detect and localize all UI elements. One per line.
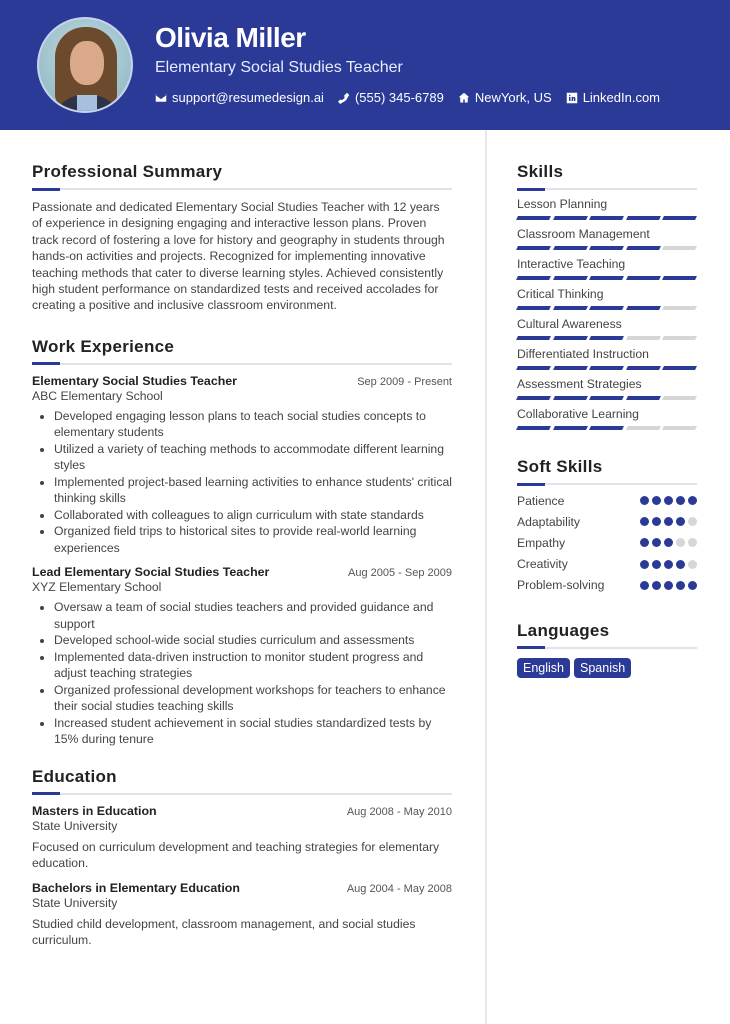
side-column [517,130,697,678]
rating-dot-icon [652,517,661,526]
rating-dot-icon [652,496,661,505]
level-segment [626,246,660,250]
level-segment [589,426,623,430]
education-description: Studied child development, classroom management, and social studies curriculum. [32,916,416,948]
section-heading: Education [32,766,117,786]
skill-item [517,227,697,250]
level-segment [516,426,550,430]
heading-rule [32,793,452,795]
level-segment [662,366,696,370]
degree-title: Masters in Education [32,803,157,818]
summary-text: Passionate and dedicated Elementary Social Studies Teacher with 12 years of experience in designing engaging and interactive lesson plans. Proven track record of fostering a love for history and geography in students through hands-on activities and projects. Recognized for implementing innovative teaching methods that cater to diverse learning styles. Achieved consistently high student performance on standardized tests and received accolades for creating a positive and inclusive classroom environment. [32,200,445,313]
soft-skill-label: Problem-solving [517,578,605,593]
level-segment [662,426,696,430]
home-icon [458,92,470,104]
language-badge: Spanish [574,658,631,678]
level-segment [626,276,660,280]
rating-dot-icon [664,517,673,526]
soft-skills-section [517,457,697,596]
job-bullets [32,408,452,557]
skill-item [517,197,697,220]
skill-level-bar [517,276,697,280]
rating-dot-icon [688,496,697,505]
envelope-icon [155,92,167,104]
soft-skill-item [517,532,697,553]
bullet-item: • Developed engaging lesson plans to teach social studies concepts to elementary students [54,408,452,441]
profile-photo [37,17,133,113]
skill-item [517,377,697,400]
experience-section [32,337,452,748]
resume-header [0,0,730,130]
rating-dot-icon [676,581,685,590]
education-dates: Aug 2008 - May 2010 [346,805,452,818]
job-title: Elementary Social Studies Teacher [32,373,237,388]
bullet-item: • Increased student achievement in social studies standardized tests by 15% during tenure [54,715,452,748]
heading-rule [517,647,697,649]
level-segment [553,396,587,400]
bullet-item: • Organized field trips to historical sites to provide real-world learning experiences [54,523,452,556]
rating-dot-icon [688,560,697,569]
linkedin-icon [566,92,578,104]
rating-dot-icon [664,496,673,505]
candidate-name: Olivia Miller [155,22,306,53]
section-heading: Professional Summary [32,162,223,181]
level-segment [553,306,587,310]
level-segment [626,426,660,430]
skill-level-bar [517,306,697,310]
soft-skill-label: Empathy [517,535,566,550]
bullet-item: • Utilized a variety of teaching methods to accommodate different learning styles [54,441,452,474]
bullet-item: • Implemented project-based learning activities to enhance students' critical thinking skills [54,474,452,507]
education-dates: Aug 2004 - May 2008 [346,882,452,895]
rating-dot-icon [652,538,661,547]
section-heading: Languages [517,620,610,640]
skill-level-bar [517,246,697,250]
level-segment [553,426,587,430]
rating-dot-icon [652,560,661,569]
rating-dot-icon [640,581,649,590]
skill-level-bar [517,216,697,220]
skill-label: Interactive Teaching [517,257,626,271]
section-heading: Skills [517,162,564,181]
rating-dot-icon [688,581,697,590]
bullet-item: • Collaborated with colleagues to align curriculum with state standards [54,507,452,524]
candidate-title: Elementary Social Studies Teacher [155,59,403,76]
skill-level-bar [517,396,697,400]
school-name: State University [32,895,118,910]
phone-icon [338,92,350,104]
rating-dots [640,581,697,590]
job-entry [32,374,452,557]
level-segment [589,276,623,280]
skill-label: Collaborative Learning [517,407,639,421]
job-dates: Aug 2005 - Sep 2009 [348,567,452,580]
bullet-item: • Organized professional development workshops for teachers to enhance their social studies teaching skills [54,682,452,715]
rating-dot-icon [664,560,673,569]
skill-item [517,287,697,310]
skill-label: Lesson Planning [517,197,608,211]
skill-item [517,407,697,430]
skill-level-bar [517,426,697,430]
heading-rule [32,363,452,365]
level-segment [662,336,696,340]
bullet-item: • Developed school-wide social studies curriculum and assessments [54,632,452,649]
level-segment [662,246,696,250]
education-header [32,881,452,895]
level-segment [626,396,660,400]
level-segment [662,216,696,220]
level-segment [662,396,696,400]
section-heading: Soft Skills [517,457,603,476]
contact-row [155,90,660,105]
language-badge: English [517,658,570,678]
rating-dot-icon [688,538,697,547]
education-section [32,767,452,949]
rating-dots [640,538,697,547]
soft-skill-item [517,575,697,596]
job-dates: Sep 2009 - Present [357,375,452,388]
level-segment [626,306,660,310]
rating-dot-icon [640,517,649,526]
job-header [32,374,452,388]
rating-dot-icon [664,538,673,547]
degree-title: Bachelors in Elementary Education [32,880,240,895]
soft-skill-label: Creativity [517,557,568,572]
rating-dots [640,560,697,569]
level-segment [553,336,587,340]
rating-dot-icon [676,496,685,505]
education-entry [32,804,452,872]
skill-label: Classroom Management [517,227,650,241]
job-title: Lead Elementary Social Studies Teacher [32,565,270,580]
education-description: Focused on curriculum development and teaching strategies for elementary education. [32,839,440,871]
contact-location: NewYork, US [458,90,552,105]
soft-skill-label: Adaptability [517,514,581,529]
level-segment [589,336,623,340]
contact-phone[interactable]: (555) 345-6789 [338,90,444,105]
heading-rule [517,483,697,485]
education-entry [32,881,452,949]
level-segment [516,246,550,250]
rating-dot-icon [676,517,685,526]
heading-rule [517,188,697,190]
skill-label: Critical Thinking [517,287,604,301]
soft-skill-item [517,511,697,532]
bullet-item: • Oversaw a team of social studies teachers and provided guidance and support [54,599,452,632]
main-column [32,130,452,949]
contact-email[interactable]: support@resumedesign.ai [155,90,324,105]
bullet-item: • Implemented data-driven instruction to monitor student progress and adjust teaching strategies [54,649,452,682]
level-segment [516,216,550,220]
skill-item [517,257,697,280]
job-entry [32,565,452,748]
level-segment [626,216,660,220]
level-segment [516,276,550,280]
level-segment [553,276,587,280]
section-heading: Work Experience [32,336,175,356]
job-bullets [32,599,452,748]
level-segment [626,366,660,370]
level-segment [516,336,550,340]
level-segment [589,216,623,220]
rating-dot-icon [640,496,649,505]
soft-skill-item [517,490,697,511]
rating-dots [640,517,697,526]
level-segment [553,216,587,220]
rating-dots [640,496,697,505]
job-organization: ABC Elementary School [32,388,163,403]
level-segment [662,276,696,280]
skill-level-bar [517,366,697,370]
skills-section [517,162,697,430]
rating-dot-icon [652,581,661,590]
heading-rule [32,188,452,190]
soft-skill-label: Patience [517,493,565,508]
rating-dot-icon [676,560,685,569]
skill-label: Differentiated Instruction [517,347,649,361]
column-divider [485,130,487,1024]
skill-label: Assessment Strategies [517,377,642,391]
level-segment [589,246,623,250]
skill-item [517,317,697,340]
rating-dot-icon [640,538,649,547]
level-segment [516,396,550,400]
contact-linkedin[interactable]: LinkedIn.com [566,90,660,105]
summary-section [32,162,452,314]
level-segment [516,366,550,370]
soft-skill-item [517,554,697,575]
languages-section [517,621,697,678]
level-segment [589,396,623,400]
level-segment [553,246,587,250]
job-organization: XYZ Elementary School [32,580,162,595]
job-header [32,565,452,579]
rating-dot-icon [664,581,673,590]
skill-label: Cultural Awareness [517,317,622,331]
school-name: State University [32,818,118,833]
skill-level-bar [517,336,697,340]
level-segment [516,306,550,310]
level-segment [553,366,587,370]
level-segment [589,366,623,370]
level-segment [662,306,696,310]
rating-dot-icon [676,538,685,547]
skill-item [517,347,697,370]
level-segment [626,336,660,340]
rating-dot-icon [688,517,697,526]
rating-dot-icon [640,560,649,569]
level-segment [589,306,623,310]
education-header [32,804,452,818]
